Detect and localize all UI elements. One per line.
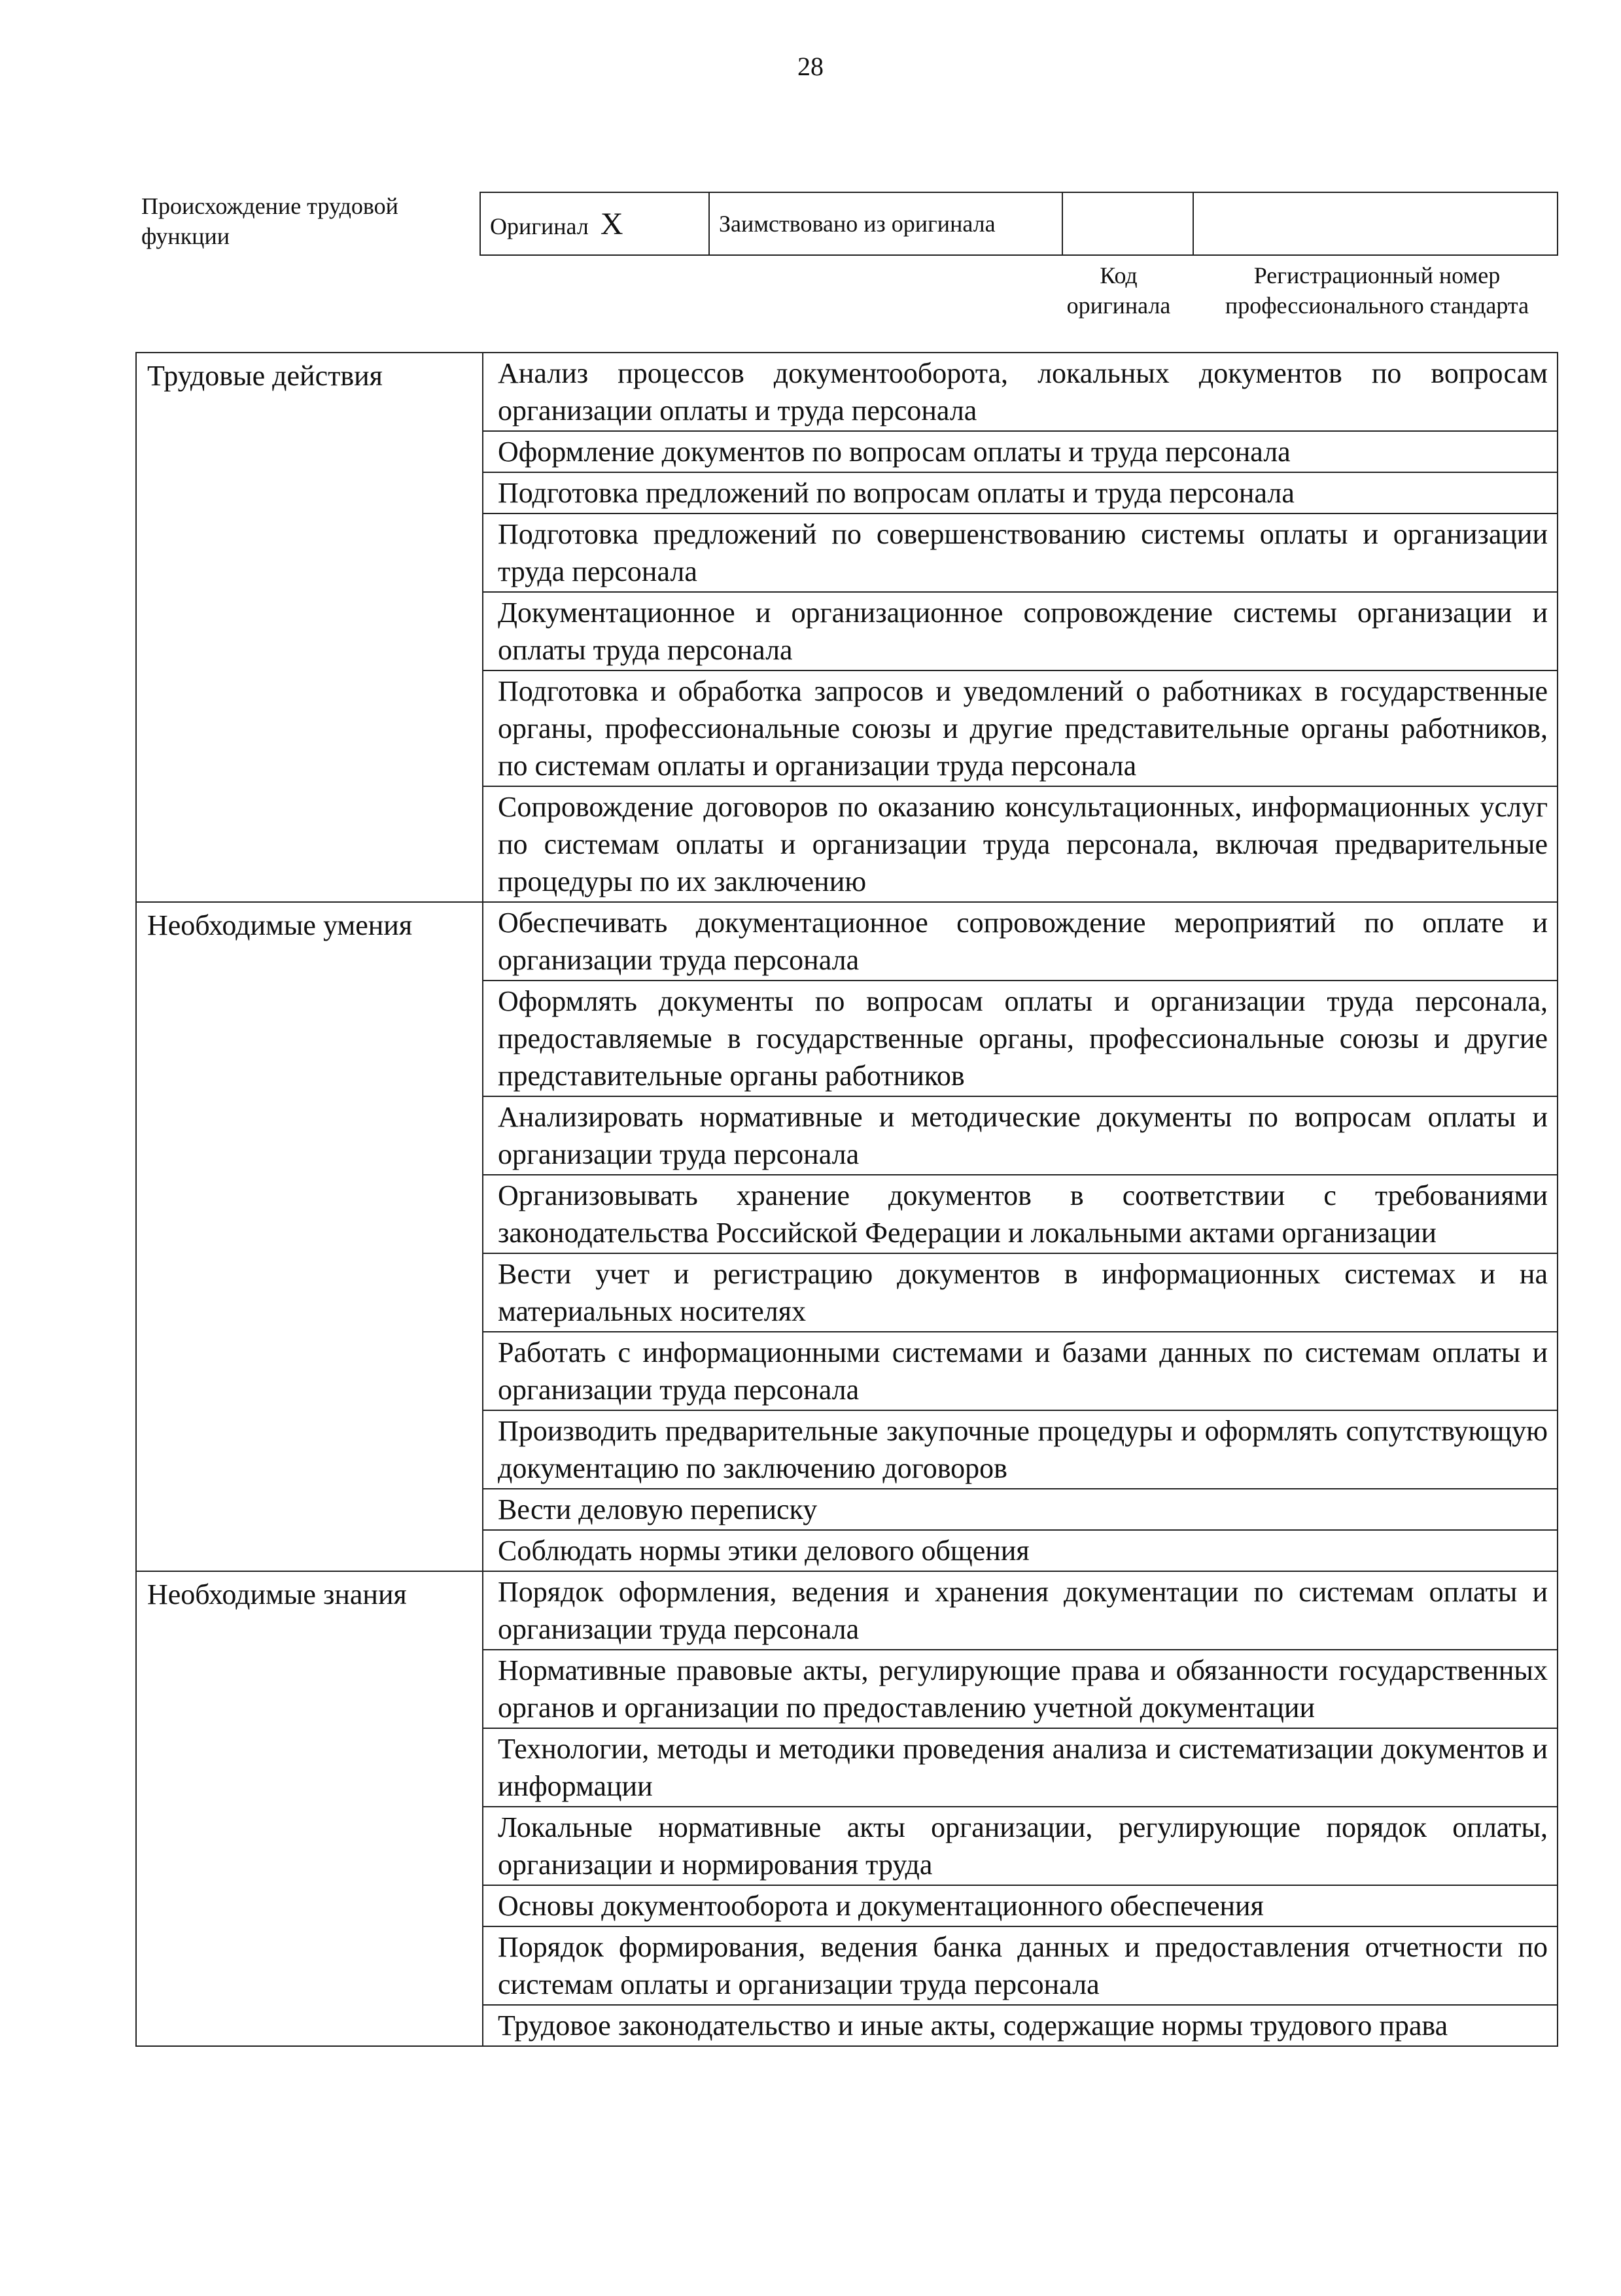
original-cell [480,192,709,255]
section-item: Работать с информационными системами и базами данных по системам оплаты и организации труда персонала [483,1332,1558,1410]
section-title: Трудовые действия [136,353,483,902]
section-item: Порядок оформления, ведения и хранения документации по системам оплаты и организации труда персонала [483,1571,1558,1650]
page-number: 28 [797,52,824,81]
borrowed-cell: Заимствовано из оригинала [709,192,1062,255]
section-item: Сопровождение договоров по оказанию консультационных, информационных услуг по системам оплаты и организации труда персонала, включая предварительные процедуры по их заключению [483,786,1558,902]
original-mark: X [600,206,623,241]
table-row [136,1571,1558,1650]
origin-label: Происхождение трудовой функции [141,193,398,249]
section-title: Необходимые знания [136,1571,483,2046]
function-table [135,352,1558,2047]
section-item: Нормативные правовые акты, регулирующие права и обязанности государственных органов и организации по предоставлению учетной документации [483,1650,1558,1728]
section-item: Локальные нормативные акты организации, регулирующие порядок оплаты, организации и нормирования труда [483,1807,1558,1885]
table-row [136,353,1558,431]
section-item: Порядок формирования, ведения банка данных и предоставления отчетности по системам оплаты и организации труда персонала [483,1926,1558,2005]
section-item: Анализ процессов документооборота, локальных документов по вопросам организации оплаты и труда персонала [483,353,1558,431]
section-item: Подготовка предложений по вопросам оплаты и труда персонала [483,472,1558,513]
section-item: Производить предварительные закупочные процедуры и оформлять сопутствующую документацию по заключению договоров [483,1410,1558,1489]
code-label: Код оригинала [1066,262,1171,319]
code-cell [1062,192,1193,255]
section-item: Основы документооборота и документационного обеспечения [483,1885,1558,1926]
section-item: Оформление документов по вопросам оплаты и труда персонала [483,431,1558,472]
section-item: Вести деловую переписку [483,1489,1558,1530]
table-row [136,902,1558,981]
section-item: Трудовое законодательство и иные акты, содержащие нормы трудового права [483,2005,1558,2046]
section-item: Подготовка и обработка запросов и уведомлений о работниках в государственные органы, профессиональные союзы и другие представительные органы работников, по системам оплаты и организации труда персонала [483,670,1558,786]
section-item: Соблюдать нормы этики делового общения [483,1530,1558,1571]
section-item: Подготовка предложений по совершенствованию системы оплаты и организации труда персонала [483,513,1558,592]
reg-number-label: Регистрационный номер профессионального стандарта [1225,262,1529,319]
section-item: Документационное и организационное сопровождение системы организации и оплаты труда персонала [483,592,1558,670]
reg-number-cell [1193,192,1558,255]
section-item: Оформлять документы по вопросам оплаты и организации труда персонала, предоставляемые в государственные органы, профессиональные союзы и другие представительные органы работников [483,981,1558,1096]
section-item: Вести учет и регистрацию документов в информационных системах и на материальных носителях [483,1253,1558,1332]
section-item: Технологии, методы и методики проведения анализа и систематизации документов и информации [483,1728,1558,1807]
section-item: Обеспечивать документационное сопровождение мероприятий по оплате и организации труда персонала [483,902,1558,981]
original-label: Оригинал [490,213,589,239]
origin-table [479,192,1558,256]
section-item: Анализировать нормативные и методические документы по вопросам оплаты и организации труда персонала [483,1096,1558,1175]
section-title: Необходимые умения [136,902,483,1571]
section-item: Организовывать хранение документов в соответствии с требованиями законодательства Российской Федерации и локальными актами организации [483,1175,1558,1253]
